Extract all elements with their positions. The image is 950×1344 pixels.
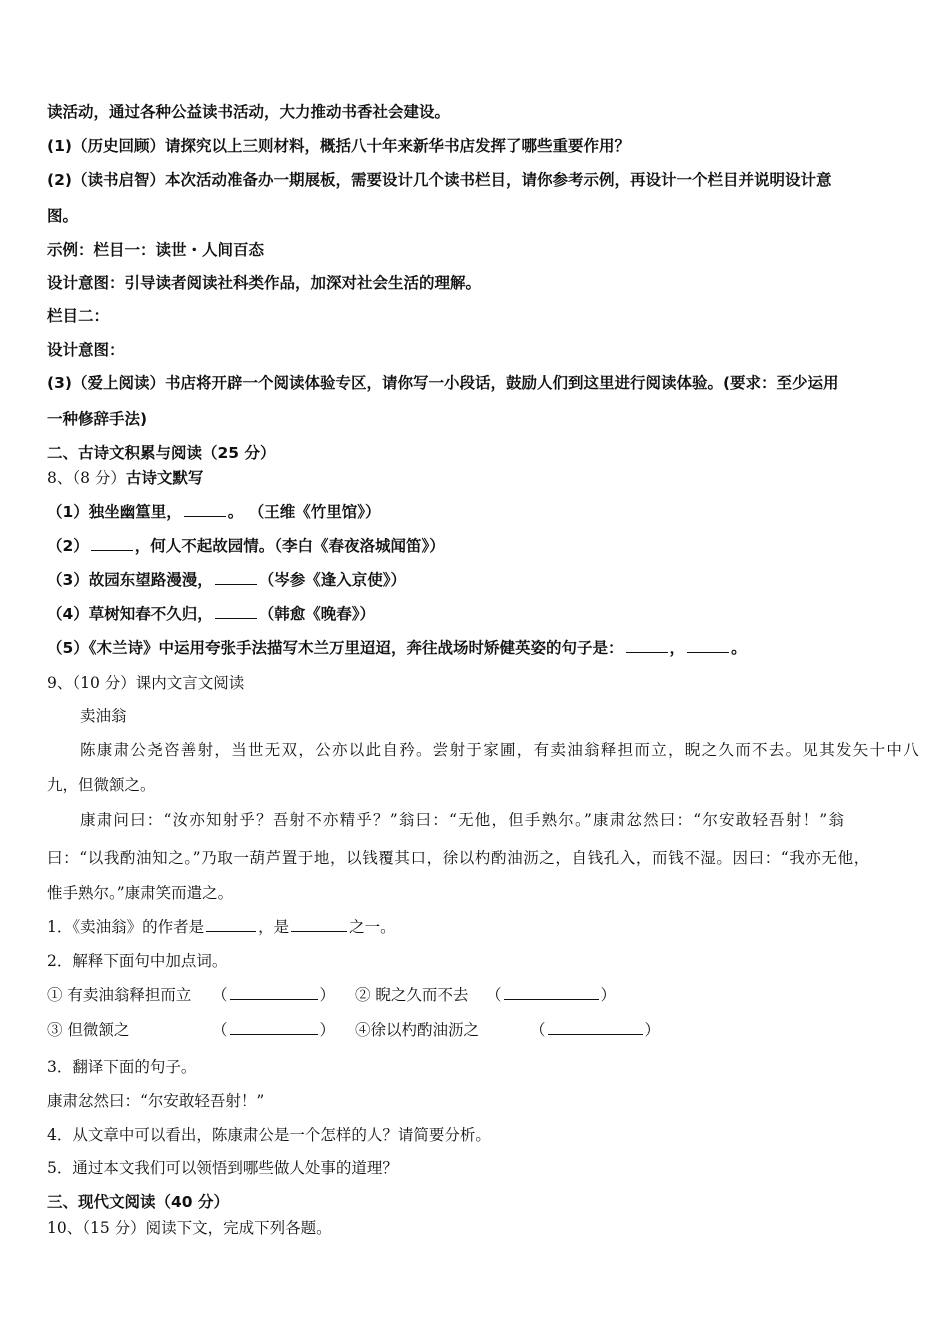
word-item-2 — [355, 985, 468, 1005]
q10-heading: 10、（15 分）阅读下文，完成下列各题。 — [47, 1219, 332, 1237]
right-paren: ） — [319, 986, 336, 1004]
sub-question-5: 5．通过本文我们可以领悟到哪些做人处事的道理？ — [47, 1159, 398, 1177]
answer-blank[interactable] — [687, 638, 729, 653]
q7-example-intent: 设计意图：引导读者阅读社科类作品，加深对社会生活的理解。 — [47, 274, 482, 292]
poem-line-4 — [47, 604, 375, 624]
q9-heading: 9、（10 分）课内文言文阅读 — [47, 674, 245, 692]
category-blank[interactable] — [291, 917, 347, 932]
sq1-text-c: 之一。 — [349, 918, 396, 936]
word-item-3-answer — [212, 1020, 335, 1040]
right-paren: ） — [319, 1021, 336, 1039]
sq1-text-b: ，是 — [258, 918, 290, 936]
passage-title: 卖油翁 — [80, 707, 127, 725]
word-item-2-answer — [486, 985, 616, 1005]
left-paren: （ — [530, 1021, 546, 1039]
passage-p2-line3: 惟手熟尔。”康肃笑而遣之。 — [47, 884, 234, 902]
q7-part1: (1)（历史回顾）请探究以上三则材料，概括八十年来新华书店发挥了哪些重要作用？ — [47, 137, 630, 155]
author-blank[interactable] — [206, 917, 256, 932]
poem-line-2 — [47, 536, 445, 556]
answer-blank[interactable] — [230, 1020, 318, 1035]
word-item-4-text: ④徐以杓酌油沥之 — [355, 1021, 480, 1039]
sub-question-3: 3．翻译下面的句子。 — [47, 1058, 197, 1076]
left-paren: （ — [486, 986, 502, 1004]
q7-part3-line2: 一种修辞手法) — [47, 410, 148, 428]
poem-line-4-text: （4）草树知春不久归， — [47, 605, 213, 623]
q8-score: （8 分） — [72, 469, 126, 487]
right-paren: ） — [644, 1021, 661, 1039]
sub-question-3-sentence: 康肃忿然曰：“尔安敢轻吾射！” — [47, 1092, 265, 1110]
poem-line-1-text: （1）独坐幽篁里， — [47, 503, 182, 521]
q8-heading — [47, 468, 203, 488]
q8-title: 古诗文默写 — [125, 469, 204, 487]
poem-line-1-source: 。 （王维《竹里馆》） — [227, 503, 381, 521]
poem-line-5-period: 。 — [731, 639, 747, 657]
word-item-1 — [47, 985, 191, 1005]
passage-p2-line1: 康肃问曰：“汝亦知射乎？吾射不亦精乎？”翁曰：“无他，但手熟尔。”康肃忿然曰：“尔安敢轻吾射！”翁 — [80, 811, 846, 829]
passage-p1-line2: 九，但微颔之。 — [47, 776, 156, 794]
poem-line-3 — [47, 570, 406, 590]
right-paren: ） — [600, 986, 617, 1004]
left-paren: （ — [212, 1021, 228, 1039]
poem-line-1 — [47, 502, 380, 522]
passage-p2-line2: 曰：“以我酌油知之。”乃取一葫芦置于地，以钱覆其口，徐以杓酌油沥之，自钱孔入，而钱不湿。因曰：“我亦无他， — [47, 849, 870, 867]
q7-part3-line1: (3)（爱上阅读）书店将开辟一个阅读体验专区，请你写一小段话，鼓励人们到这里进行阅读体验。(要求：至少运用 — [47, 374, 839, 392]
poem-line-5-comma: ， — [669, 639, 686, 657]
q7-intent-label: 设计意图： — [47, 341, 125, 359]
q8-number: 8、 — [47, 469, 73, 487]
q7-part2-line2: 图。 — [47, 207, 79, 225]
left-paren: （ — [212, 986, 228, 1004]
word-item-1-answer — [212, 985, 335, 1005]
answer-blank[interactable] — [230, 985, 318, 1000]
section3-heading: 三、现代文阅读（40 分） — [47, 1193, 229, 1211]
poem-line-3-text: （3）故园东望路漫漫， — [47, 571, 213, 589]
sub-question-1 — [47, 917, 396, 937]
section2-heading: 二、古诗文积累与阅读（25 分） — [47, 444, 276, 462]
poem-line-2-text: ，何人不起故园情。（李白《春夜洛城闻笛》） — [134, 537, 445, 555]
word-item-1-text: ① 有卖油翁释担而立 — [47, 986, 192, 1004]
passage-p1-line1: 陈康肃公尧咨善射，当世无双，公亦以此自矜。尝射于家圃，有卖油翁释担而立，睨之久而不去。见其发矢十中八 — [80, 741, 921, 759]
poem-line-2-num: （2） — [47, 537, 89, 555]
word-item-4-answer — [530, 1020, 660, 1040]
word-item-2-text: ② 睨之久而不去 — [355, 986, 469, 1004]
answer-blank[interactable] — [504, 985, 599, 1000]
sub-question-2: 2．解释下面句中加点词。 — [47, 952, 228, 970]
answer-blank[interactable] — [626, 638, 668, 653]
poem-line-4-source: （韩愈《晚春》） — [258, 605, 376, 623]
poem-line-3-source: （岑参《逢入京使》） — [258, 571, 407, 589]
sq1-text-a: 1．《卖油翁》的作者是 — [47, 918, 205, 936]
answer-blank[interactable] — [215, 604, 257, 619]
sub-question-4: 4．从文章中可以看出，陈康肃公是一个怎样的人？请简要分析。 — [47, 1126, 491, 1144]
answer-blank[interactable] — [215, 570, 257, 585]
answer-blank[interactable] — [91, 536, 133, 551]
word-item-3-text: ③ 但微颔之 — [47, 1021, 130, 1039]
word-item-4 — [355, 1020, 479, 1040]
q7-column2-label: 栏目二： — [47, 307, 110, 325]
q7-example: 示例：栏目一：读世・人间百态 — [47, 241, 265, 259]
answer-blank[interactable] — [548, 1020, 643, 1035]
intro-line: 读活动，通过各种公益读书活动，大力推动书香社会建设。 — [47, 103, 451, 121]
poem-line-5 — [47, 638, 747, 658]
word-item-3 — [47, 1020, 129, 1040]
poem-line-5-text: （5）《木兰诗》中运用夸张手法描写木兰万里迢迢，奔往战场时矫健英姿的句子是： — [47, 639, 624, 657]
answer-blank[interactable] — [184, 502, 226, 517]
q7-part2-line1: (2)（读书启智）本次活动准备办一期展板，需要设计几个读书栏目，请你参考示例，再设计一个栏目并说明设计意 — [47, 171, 832, 189]
